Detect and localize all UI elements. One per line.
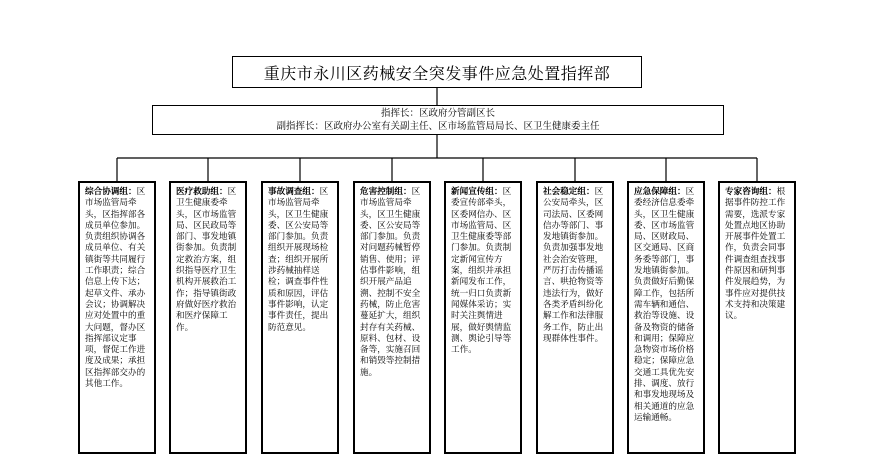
group-name: 新闻宣传组：: [451, 187, 503, 197]
group-name: 应急保障组：: [634, 187, 686, 197]
group-duty-text: 区委经济信息委牵头，区卫生健康委、区市场监管局、区财政局、区交通局、区商务委等部门，事发地镇街参加。负责做好后勤保障工作，包括所需车辆和通信、救治等设施、设备及物资的储备和调用；保障应急物资市场价格稳定；保障应急交通工具优先安排、调度、放行和事发地现场及相关通道的应急运输通畅。: [634, 187, 695, 423]
group-box-expert-consultation: [718, 181, 796, 454]
group-duty-text: 区市场监管局牵头，区指挥部各成员单位参加。负责组织协调各成员单位、有关镇街等共同履行工作职责；综合信息上传下达；起草文件、承办会议；协调解决应对处置中的重大问题，督办区指挥部议定事项，督促工作进度及成果；承担区指挥部交办的其他工作。: [85, 187, 146, 390]
group-duty-text: 区委宣传部牵头，区委网信办、区市场监管局、区卫生健康委等部门参加。负责制定新闻宣传方案，组织并承担新闻发布工作，统一归口负责新闻媒体采访；实时关注舆情进展，做好舆情监测、舆论引导等工作。: [451, 187, 512, 356]
group-box-investigation: [261, 181, 339, 454]
group-box-coordination: [78, 181, 156, 454]
group-name: 社会稳定组：: [543, 187, 595, 197]
group-duty-text: 根据事件防控工作需要，选派专家处置点地区协助开展事件处置工作，负责会同事件调查组查找事件原因和研判事件发展趋势，为事件应对提供技术支持和决策建议。: [725, 187, 786, 322]
group-box-emergency-support: [627, 181, 705, 454]
command-title: 重庆市永川区药械安全突发事件应急处置指挥部: [232, 56, 642, 88]
group-duty-text: 区市场监管局牵头，区卫生健康委、区公安局等部门参加。负责组织开展现场检查；组织开展所涉药械抽样送检；调查事件性质和原因，评估事件影响，认定事件责任，提出防范意见。: [268, 187, 329, 333]
group-box-publicity: [444, 181, 522, 454]
group-name: 综合协调组：: [85, 187, 137, 197]
group-name: 医疗救助组：: [176, 187, 228, 197]
group-box-medical: [169, 181, 247, 454]
group-duty-text: 区公安局牵头，区司法局、区委网信办等部门、事发地镇街参加。负责加强事发地社会治安管理，严厉打击传播谣言、哄抢物资等违法行为，做好各类矛盾纠纷化解工作和法律服务工作，防止出现群体性事件。: [543, 187, 604, 344]
group-name: 专家咨询组：: [725, 187, 777, 197]
group-box-social-stability: [536, 181, 614, 454]
group-box-hazard-control: [353, 181, 431, 454]
group-name: 事故调查组：: [268, 187, 320, 197]
deputy-commander-text: 副指挥长：区政府办公室有关副主任、区市场监管局局长、区卫生健康委主任: [276, 121, 600, 132]
group-name: 危害控制组：: [360, 187, 412, 197]
group-duty-text: 区市场监管局牵头，区卫生健康委、区公安局等部门参加。负责对问题药械暂停销售、使用；评估事件影响，组织开展产品追溯、控制不安全药械，防止危害蔓延扩大，组织封存有关药械、原料、包材、设备等，实施召回和销毁等控制措施。: [360, 187, 421, 378]
commander-text: 指挥长：区政府分管副区长: [380, 108, 495, 119]
group-duty-text: 区卫生健康委牵头，区市场监管局、区民政局等部门、事发地镇街参加。负责制定救治方案，组织指导医疗卫生机构开展救治工作；指导镇街政府做好医疗救治和医疗保障工作。: [176, 187, 237, 333]
